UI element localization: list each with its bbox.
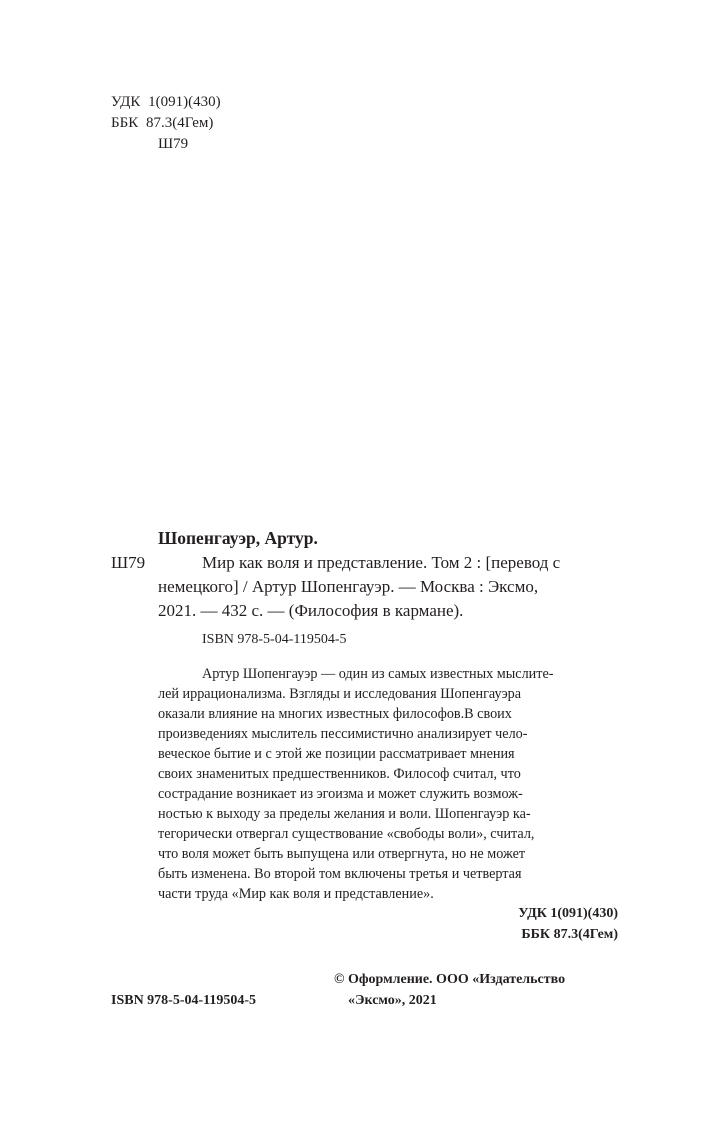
entry-bib-line-3: 2021. — 432 с. — (Философия в кармане). [158, 601, 464, 620]
annotation-line: произведениях мыслитель пессимистично анализирует чело- [158, 726, 528, 742]
class-udk: УДК 1(091)(430) [518, 906, 618, 921]
entry-author-mark: Ш79 [111, 553, 146, 572]
top-udk [111, 92, 221, 113]
annotation-line: части труда «Мир как воля и представление». [158, 886, 434, 902]
top-udk-label: УДК [111, 94, 141, 110]
annotation-line: лей иррационализма. Взгляды и исследования Шопенгауэра [158, 686, 522, 702]
annotation-line: быть изменена. Во второй том включены третья и четвертая [158, 866, 522, 882]
annotation-line: тегорически отвергал существование «свободы воли», считал, [158, 826, 535, 842]
entry-author: Шопенгауэр, Артур. [158, 528, 318, 548]
footer-copyright-line-1: © Оформление. ООО «Издательство [334, 972, 566, 987]
entry-bib-line-1: Мир как воля и представление. Том 2 : [перевод с [202, 553, 561, 572]
annotation-line: своих знаменитых предшественников. Философ считал, что [158, 766, 521, 782]
annotation-line: сострадание возникает из эгоизма и может служить возмож- [158, 786, 523, 802]
class-bbk: ББК 87.3(4Гем) [521, 927, 618, 942]
top-author-mark: Ш79 [158, 136, 189, 152]
footer-copyright-line-2: «Эксмо», 2021 [348, 993, 437, 1008]
annotation-line: Артур Шопенгауэр — один из самых известных мыслите- [202, 666, 554, 682]
annotation-line: оказали влияние на многих известных философов.В своих [158, 706, 512, 722]
entry-isbn: ISBN 978-5-04-119504-5 [202, 632, 347, 647]
footer-isbn: ISBN 978-5-04-119504-5 [111, 993, 257, 1008]
top-udk-value: 1(091)(430) [148, 94, 221, 110]
top-bbk [111, 113, 213, 134]
annotation-line: что воля может быть выпущена или отвергнута, но не может [158, 846, 526, 862]
top-bbk-label: ББК [111, 115, 139, 131]
top-bbk-value: 87.3(4Гем) [145, 115, 214, 131]
annotation-line: веческое бытие и с этой же позиции рассматривает мнения [158, 746, 515, 762]
entry-bib-line-2: немецкого] / Артур Шопенгауэр. — Москва : Эксмо, [158, 577, 539, 596]
annotation-line: ностью к выходу за пределы желания и воли. Шопенгауэр ка- [158, 806, 531, 822]
